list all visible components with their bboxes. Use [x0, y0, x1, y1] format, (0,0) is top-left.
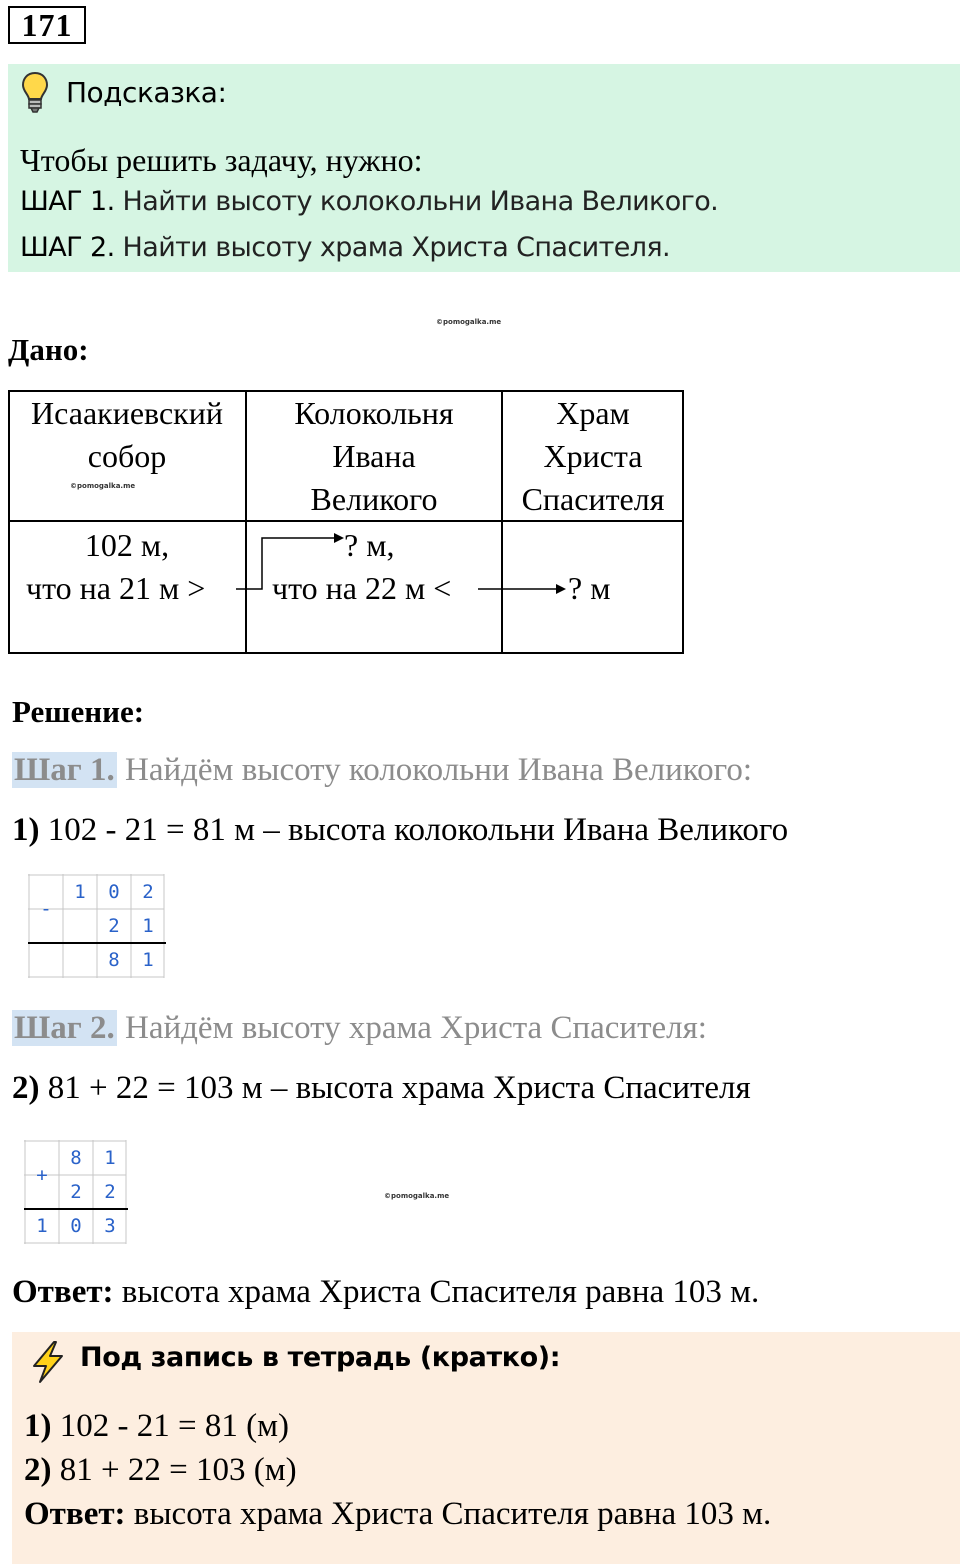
watermark: ©pomogalka.me [436, 318, 502, 326]
step-1-heading [12, 752, 752, 789]
equation-text: 81 + 22 = 103 (м) [59, 1452, 297, 1488]
hint-step-text: Найти высоту колокольни Ивана Великого. [122, 186, 719, 217]
calc-digit: 8 [70, 1147, 82, 1169]
value-cell-temple: ? м [568, 570, 611, 606]
equation-number: 1) [12, 812, 40, 848]
calc-digit: 3 [104, 1215, 116, 1237]
value-cell-ivan [246, 524, 502, 610]
lightning-bolt-icon [28, 1340, 68, 1384]
hint-intro: Чтобы решить задачу, нужно: [20, 142, 423, 178]
watermark: ©pomogalka.me [70, 482, 136, 490]
value-line: что на 22 м < [272, 570, 452, 606]
calc-digit: 1 [142, 915, 154, 937]
answer-label: Ответ: [24, 1496, 126, 1532]
value-cell-isaac [8, 524, 246, 610]
calc-digit: 2 [70, 1181, 82, 1203]
calc-digit: 2 [108, 915, 120, 937]
calc-digit: 0 [70, 1215, 82, 1237]
step-text: Найдём высоту храма Христа Спасителя: [124, 1010, 707, 1046]
calc-digit: 1 [142, 949, 154, 971]
header-cell-isaac [8, 392, 246, 478]
header-line: собор [87, 438, 167, 474]
calc-digit: 1 [36, 1215, 48, 1237]
answer-text: высота храма Христа Спасителя равна 103 м. [121, 1274, 760, 1310]
column-subtraction [28, 874, 166, 978]
header-cell-ivan [246, 392, 502, 521]
header-line: Исаакиевский [31, 395, 223, 431]
header-cell-temple [502, 392, 684, 521]
hint-step-text: Найти высоту храма Христа Спасителя. [122, 232, 670, 263]
given-label: Дано: [8, 332, 89, 367]
value-line: что на 21 м > [26, 570, 206, 606]
answer-label: Ответ: [12, 1274, 114, 1310]
column-addition [24, 1140, 128, 1244]
hint-box [8, 64, 960, 272]
calc-digit: 1 [74, 881, 86, 903]
calc-digit: 2 [142, 881, 154, 903]
step-label: Шаг 2. [14, 1010, 115, 1046]
calc-digit: 8 [108, 949, 120, 971]
equation-text: 102 - 21 = 81 м – высота колокольни Ивана Великого [47, 812, 789, 848]
notebook-line-1 [24, 1408, 289, 1445]
watermark: ©pomogalka.me [384, 1192, 450, 1200]
answer-text: высота храма Христа Спасителя равна 103 м. [133, 1496, 772, 1532]
lightbulb-icon [20, 70, 50, 114]
notebook-line-2 [24, 1452, 297, 1489]
calc-sign: + [36, 1164, 48, 1186]
calc-digit: 0 [108, 881, 120, 903]
header-line: Великого [310, 481, 438, 517]
hint-title: Подсказка: [66, 76, 227, 109]
calc-sign: - [40, 898, 52, 920]
equation-text: 81 + 22 = 103 м – высота храма Христа Спасителя [47, 1070, 751, 1106]
value-line: 102 м, [84, 527, 170, 563]
hint-step-label: ШАГ 1. [20, 186, 115, 217]
hint-step-2 [20, 232, 670, 263]
header-line: Колокольня [294, 395, 454, 431]
notebook-answer [24, 1496, 771, 1533]
hint-step-1 [20, 186, 718, 217]
answer [12, 1274, 759, 1311]
equation-number: 2) [12, 1070, 40, 1106]
task-number: 171 [8, 6, 86, 44]
header-line: Ивана [332, 438, 416, 474]
calc-digit: 2 [104, 1181, 116, 1203]
solution-label: Решение: [12, 694, 145, 729]
equation-2 [12, 1070, 751, 1107]
hint-step-label: ШАГ 2. [20, 232, 115, 263]
step-2-heading [12, 1010, 707, 1047]
step-label: Шаг 1. [14, 752, 115, 788]
calc-digit: 1 [104, 1147, 116, 1169]
header-line: Храм [556, 395, 630, 431]
value-line: ? м, [344, 527, 395, 563]
step-text: Найдём высоту колокольни Ивана Великого: [124, 752, 753, 788]
given-table [8, 390, 684, 654]
header-line: Христа [543, 438, 643, 474]
equation-1 [12, 812, 788, 849]
header-line: Спасителя [521, 481, 665, 517]
notebook-box [12, 1332, 960, 1564]
equation-number: 1) [24, 1408, 52, 1444]
equation-number: 2) [24, 1452, 52, 1488]
equation-text: 102 - 21 = 81 (м) [59, 1408, 289, 1444]
notebook-title: Под запись в тетрадь (кратко): [80, 1342, 561, 1373]
